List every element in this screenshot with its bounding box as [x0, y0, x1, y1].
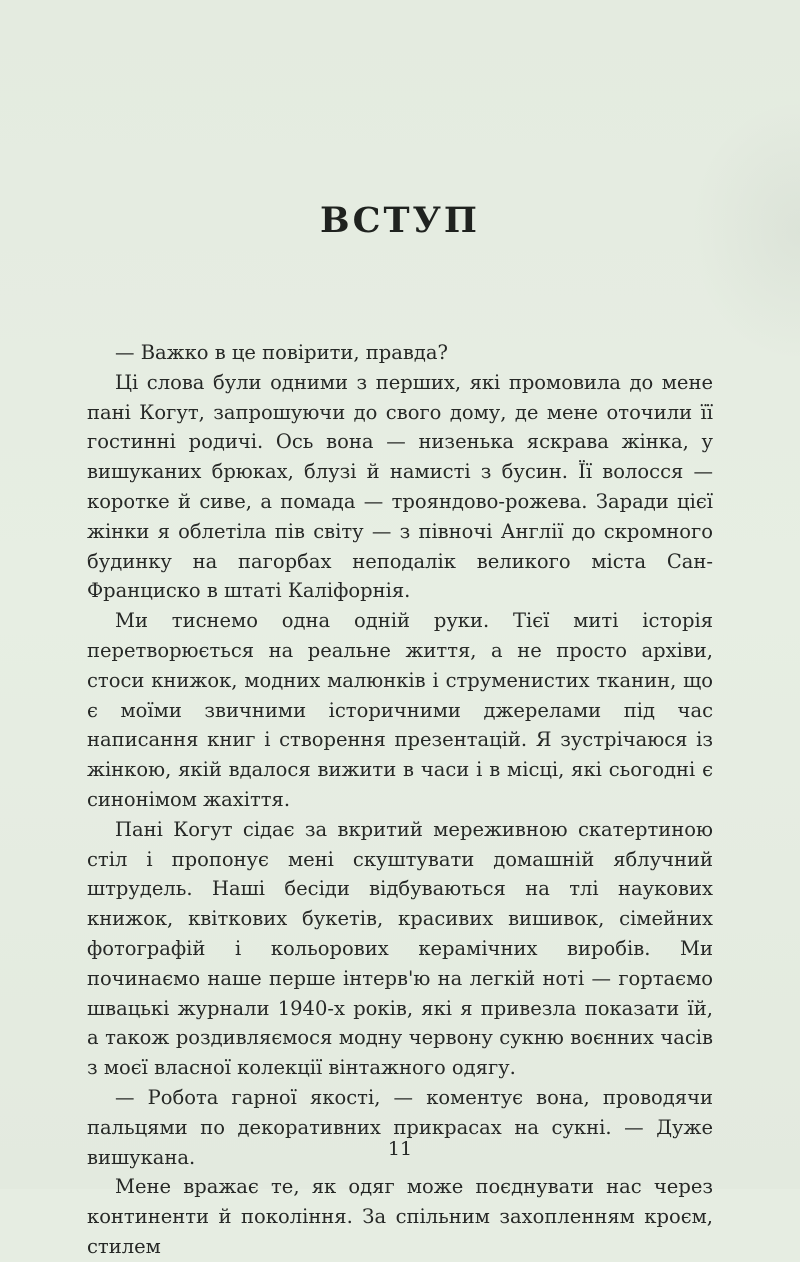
- chapter-title: ВСТУП: [320, 200, 480, 241]
- paragraph: Пані Когут сідає за вкритий мереживною скатертиною стіл і пропонує мені скуштувати домашній яблучний штрудель. Наші бесіди відбуваються на тлі наукових книжок, квіткових букетів, красивих вишивок, сімейних фотографій і кольорових керамічних виробів. Ми починаємо наше перше інтерв'ю на легкій ноті — гортаємо швацькі журнали 1940-х років, які я привезла показати їй, а також роздивляємося модну червону сукню воєнних часів з моєї власної колекції вінтажного одягу.: [87, 817, 713, 1080]
- page-number: 11: [387, 1138, 413, 1160]
- paragraph: Ці слова були одними з перших, які промовила до мене пані Когут, запрошуючи до свого дому, де мене оточили її гостинні родичі. Ось вона — низенька яскрава жінка, у вишуканих брюках, блузі й намисті з бусин. Її волосся — коротке й сиве, а помада — трояндово-рожева. Заради цієї жінки я облетіла пів світу — з півночі Англії до скромного будинку на пагорбах неподалік великого міста Сан-Франциско в штаті Каліфорнія.: [87, 370, 713, 603]
- paragraph: — Важко в це повірити, правда?: [115, 341, 448, 364]
- paragraph: — Робота гарної якості, — коментує вона, проводячи пальцями по декоративних прикрасах на сукні. — Дуже вишукана.: [87, 1085, 713, 1169]
- paragraph: Мене вражає те, як одяг може поєднувати нас через континенти й покоління. За спільним захопленням кроєм, стилем: [87, 1175, 713, 1258]
- paragraph: Ми тиснемо одна одній руки. Тієї миті історія перетворюється на реальне життя, а не просто архіви, стоси книжок, модних малюнків і струменистих тканин, що є моїми звичними історичними джерелами під час написання книг і створення презентацій. Я зустрічаюся із жінкою, якій вдалося вижити в часи і в місці, які сьогодні є синонімом жахіття.: [87, 609, 713, 811]
- chapter-body: [87, 338, 713, 1262]
